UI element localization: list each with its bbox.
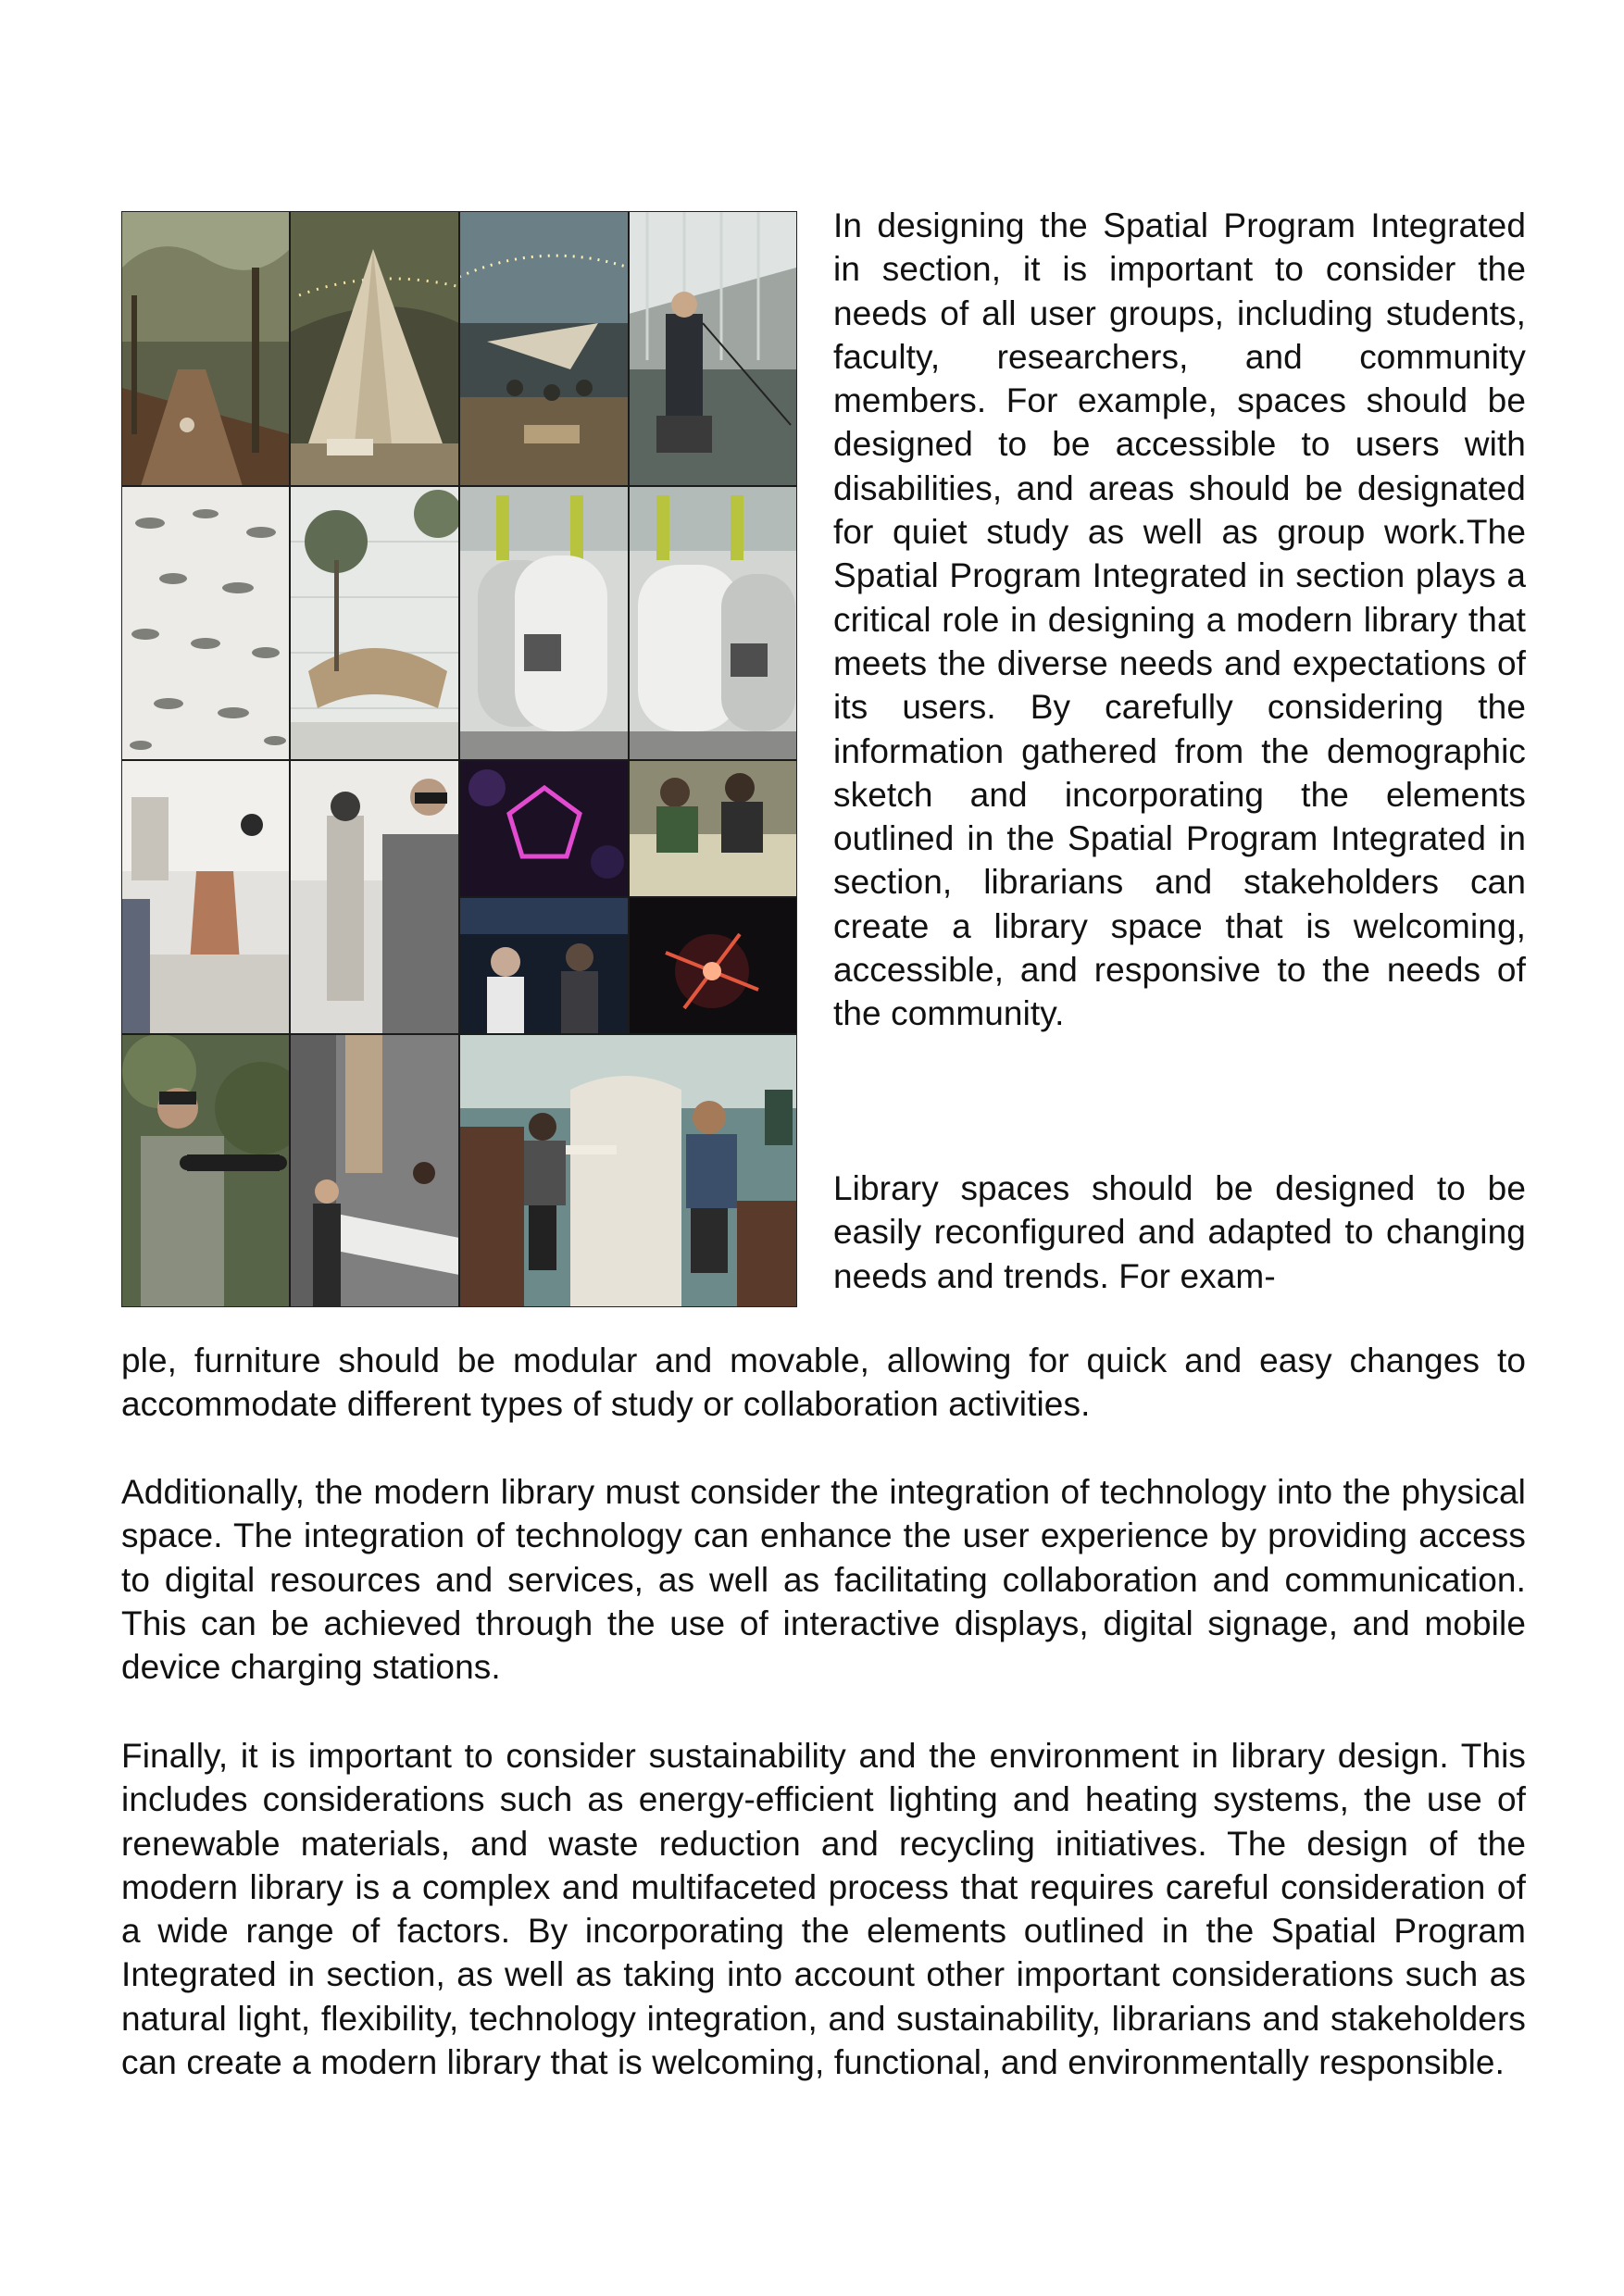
photo-glowing-drone [629,897,796,1034]
body-paragraph-1 [833,204,1526,1036]
photo-collage [121,211,797,1307]
photo-glamping-tent [290,212,459,486]
photo-study-pod-a [459,486,629,760]
photo-tree-pod-structure [290,486,459,760]
body-paragraph-4 [121,1734,1526,2084]
photo-cafe-seating-students [459,1034,796,1306]
photo-standing-desk-writing [290,1034,459,1306]
body-paragraph-2-end [121,1339,1526,1427]
body-paragraph-3 [121,1470,1526,1689]
photo-children-on-foam [122,486,290,760]
paragraph-2-end-text: ple, furniture should be modular and movable, allowing for quick and easy changes to accommodate different types of study or collaboration activities. [121,1341,1526,1424]
photo-greenhouse-fishing [629,212,796,486]
photo-neon-pentagon [459,760,629,897]
photo-vr-arcade [459,897,629,1034]
photo-treetop-walkway [122,212,290,486]
body-paragraph-2-start [833,1167,1526,1298]
photo-drone-pilot [122,1034,290,1306]
paragraph-3-text: Additionally, the modern library must consider the integration of technology into the physical space. The integration of technology can enhance the user experience by providing access to digital resources and services, as well as facilitating collaboration and communication. This can be achieved through the use of interactive displays, digital signage, and mobile device charging stations. [121,1473,1526,1687]
photo-night-garden-seating [459,212,629,486]
photo-workshop-students [629,760,796,897]
paragraph-1-text: In designing the Spatial Program Integrated in section, it is important to consider the needs of all user groups, including students, faculty, researchers, and community members. For example, spaces should be designed to be accessible to users with disabilities, and areas should be designated for quiet study as well as group work.The Spatial Program Integrated in section plays a critical role in designing a modern library that meets the diverse needs and expectations of its users. By carefully considering the information gathered from the demographic sketch and incorporating the elements outlined in the Spatial Program Integrated in section, librarians and stakeholders can create a library space that is welcoming, accessible, and responsive to the needs of the community. [833,206,1526,1033]
paragraph-2-start-text: Library spaces should be designed to be easily reconfigured and adapted to changing needs and trends. For exam- [833,1169,1526,1295]
paragraph-4-text: Finally, it is important to consider sustainability and the environment in library design. This includes considerations such as energy-efficient lighting and heating systems, the use of renewable materials, and waste reduction and recycling initiatives. The design of the modern library is a complex and multifaceted process that requires careful consideration of a wide range of factors. By incorporating the elements outlined in the Spatial Program Integrated in section, as well as taking into account other important considerations such as natural light, flexibility, technology integration, and sustainability, librarians and stakeholders can create a modern library that is welcoming, functional, and environmentally responsible. [121,1737,1526,2082]
photo-vr-headset-users [290,760,459,1034]
photo-vr-model-viewing [122,760,290,1034]
photo-study-pod-b [629,486,796,760]
